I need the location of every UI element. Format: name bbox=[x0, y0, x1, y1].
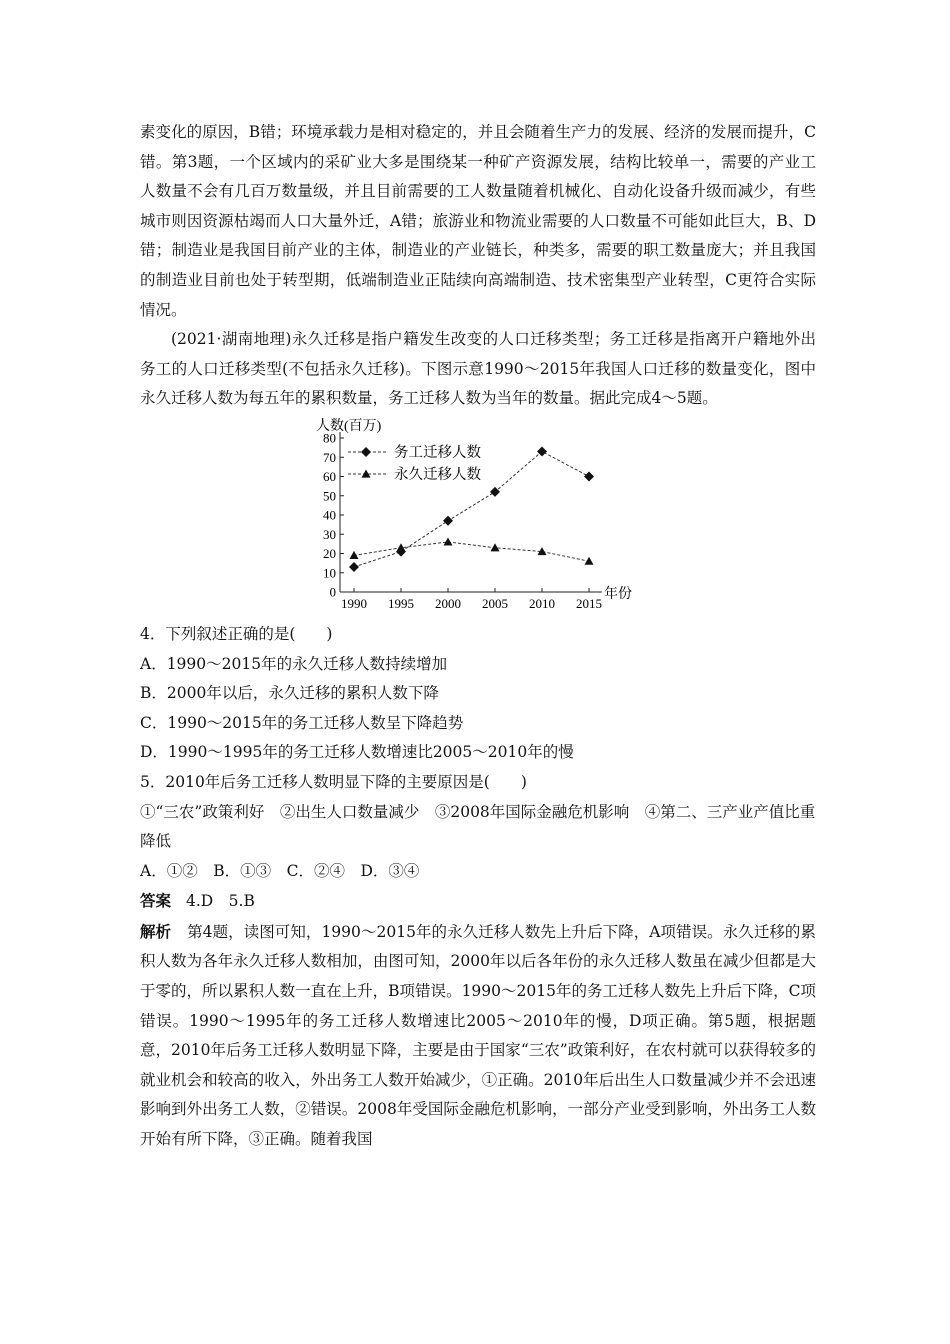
analysis-label: 解析 bbox=[140, 921, 172, 941]
series-line-2 bbox=[354, 542, 589, 561]
answer-line bbox=[140, 886, 816, 917]
y-tick-label: 70 bbox=[323, 449, 336, 465]
data-point-triangle bbox=[350, 551, 359, 559]
y-tick-label: 20 bbox=[323, 545, 336, 561]
y-tick-label: 30 bbox=[323, 526, 336, 542]
x-tick-label: 2010 bbox=[529, 595, 555, 611]
y-tick-label: 0 bbox=[329, 584, 336, 600]
y-tick-label: 50 bbox=[323, 488, 336, 504]
question-4-stem: 4．下列叙述正确的是( ) bbox=[140, 624, 333, 643]
x-axis-title: 年份 bbox=[604, 586, 632, 602]
x-tick-label: 1990 bbox=[341, 595, 367, 611]
document-page bbox=[140, 118, 816, 1155]
y-tick-label: 40 bbox=[323, 507, 336, 523]
answer-value: 4.D 5.B bbox=[185, 892, 255, 911]
data-point-triangle bbox=[444, 537, 453, 545]
migration-chart-area bbox=[140, 416, 816, 620]
x-tick-label: 2005 bbox=[482, 595, 508, 611]
x-tick-label: 1995 bbox=[388, 595, 414, 611]
question-4-option-c: C．1990～2015年的务工迁移人数呈下降趋势 bbox=[140, 713, 464, 732]
data-point-diamond bbox=[349, 562, 359, 572]
question-5-items: ①“三农”政策利好 ②出生人口数量减少 ③2008年国际金融危机影响 ④第二、三产业产值比重降低 bbox=[140, 802, 816, 851]
legend-label: 永久迁移人数 bbox=[394, 466, 481, 483]
data-point-triangle bbox=[585, 557, 594, 565]
analysis-text: 第4题，读图可知，1990～2015年的永久迁移人数先上升后下降，A项错误。永久迁移的累积人数为各年永久迁移人数相加，由图可知，2000年以后各年份的永久迁移人数虽在减少但都是大于零的，所以累积人数一直在上升，B项错误。1990～2015年的务工迁移人数先上升后下降，C项错误。1990～1995年的务工迁移人数增速比2005～2010年的慢，D项正确。第5题，根据题意，2010年后务工迁移人数明显下降，主要是由于国家“三农”政策利好，在农村就可以获得较多的就业机会和较高的收入，外出务工人数开始减少，①正确。2010年后出生人口数量减少并不会迅速影响到外出务工人数，②错误。2008年受国际金融危机影响，一部分产业受到影响，外出务工人数开始有所下降，③正确。随着我国 bbox=[140, 922, 816, 1149]
analysis-paragraph bbox=[140, 917, 816, 1155]
answer-label: 答案 bbox=[140, 891, 172, 911]
question-5-stem: 5．2010年后务工迁移人数明显下降的主要原因是( ) bbox=[140, 772, 527, 791]
data-point-diamond bbox=[443, 516, 453, 526]
y-tick-label: 60 bbox=[323, 468, 336, 484]
x-tick-label: 2015 bbox=[576, 595, 602, 611]
migration-line-chart bbox=[310, 416, 650, 620]
y-tick-label: 80 bbox=[323, 430, 336, 446]
legend-label: 务工迁移人数 bbox=[394, 444, 481, 461]
data-point-triangle bbox=[491, 543, 500, 551]
data-point-diamond bbox=[584, 471, 594, 481]
question-5-options: A．①② B．①③ C．②④ D．③④ bbox=[140, 861, 420, 880]
question-4-option-a: A．1990～2015年的永久迁移人数持续增加 bbox=[140, 654, 448, 673]
paragraph-previous-explanation: 素变化的原因，B错；环境承载力是相对稳定的，并且会随着生产力的发展、经济的发展而提升，C错。第3题，一个区域内的采矿业大多是围绕某一种矿产资源发展，结构比较单一，需要的产业工人数量不会有几百万数量级，并且目前需要的工人数量随着机械化、自动化设备升级而减少，有些城市则因资源枯竭而人口大量外迁，A错；旅游业和物流业需要的人口数量不可能如此巨大，B、D错；制造业是我国目前产业的主体，制造业的产业链长，种类多，需要的职工数量庞大；并且我国的制造业目前也处于转型期，低端制造业正陆续向高端制造、技术密集型产业转型，C更符合实际情况。 bbox=[140, 123, 816, 319]
legend-marker-diamond bbox=[361, 447, 371, 457]
question-4-option-d: D．1990～1995年的务工迁移人数增速比2005～2010年的慢 bbox=[140, 743, 574, 762]
x-tick-label: 2000 bbox=[435, 595, 461, 611]
question-4-option-b: B．2000年以后，永久迁移的累积人数下降 bbox=[140, 684, 439, 703]
paragraph-question-intro: (2021·湖南地理)永久迁移是指户籍发生改变的人口迁移类型；务工迁移是指离开户籍地外出务工的人口迁移类型(不包括永久迁移)。下图示意1990～2015年我国人口迁移的数量变化，图中永久迁移人数为每五年的累积数量，务工迁移人数为当年的数量。据此完成4～5题。 bbox=[140, 330, 816, 408]
y-axis-title: 人数(百万) bbox=[316, 418, 382, 434]
y-tick-label: 10 bbox=[323, 565, 336, 581]
